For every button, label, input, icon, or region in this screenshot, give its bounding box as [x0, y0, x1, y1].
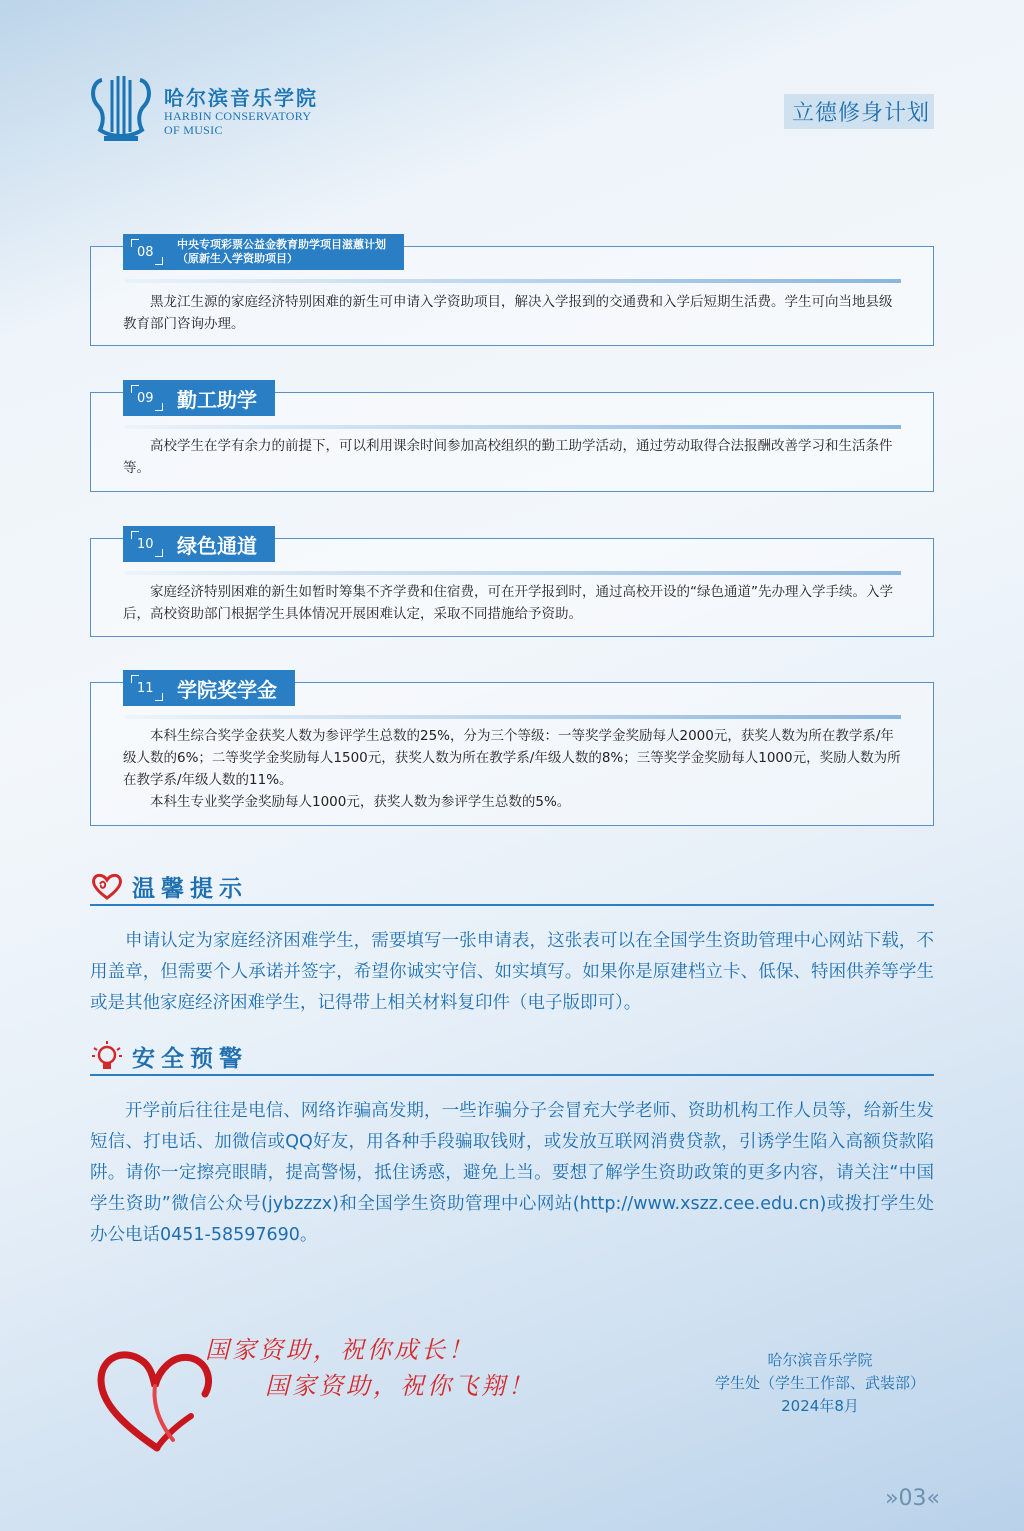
school-name-en — [164, 109, 311, 137]
item-11 — [90, 677, 934, 826]
signoff-dept: 学生处（学生工作部、武装部） — [714, 1374, 925, 1392]
warning-paragraph — [90, 1096, 934, 1251]
item-number-box — [129, 673, 169, 703]
item-tab — [123, 526, 275, 562]
item-body — [123, 581, 901, 625]
signoff-date: 2024年8月 — [781, 1397, 859, 1415]
item-title: 绿色通道 — [177, 533, 257, 558]
slogan-block — [95, 1330, 575, 1460]
series-title: 立德修身计划 — [784, 94, 934, 129]
item-09 — [90, 387, 934, 492]
item-paragraph: 本科生综合奖学金获奖人数为参评学生总数的25%，分为三个等级：一等奖学金奖励每人2000元，获奖人数为所在教学系/年级人数的6%；二等奖学金奖励每人1500元，获奖人数为所在教学系/年级人数的8%；三等奖学金奖励每人1000元，奖励人数为所在教学系/年级人数的11%。 — [123, 728, 901, 788]
lyre-logo-icon — [90, 72, 152, 144]
item-title-line2: （原新生入学资助项目） — [177, 252, 298, 265]
page-number: »03« — [885, 1486, 940, 1511]
school-name-en-line1: HARBIN CONSERVATORY — [164, 109, 312, 123]
item-tab — [123, 380, 275, 416]
item-number: 10 — [137, 537, 154, 552]
warning-text: 开学前后往往是电信、网络诈骗高发期，一些诈骗分子会冒充大学老师、资助机构工作人员等，给新生发短信、打电话、加微信或QQ好友，用各种手段骗取钱财，或发放互联网消费贷款，引诱学生陷入高额贷款陷阱。请你一定擦亮眼睛，提高警惕，抵住诱惑，避免上当。要想了解学生资助政策的更多内容，请关注“中国学生资助”微信公众号(jybzzzx)和全国学生资助管理中心网站(http://www.xszz.cee.edu.cn)或拨打学生处办公电话0451-58597690。 — [90, 1101, 934, 1245]
item-title: 学院奖学金 — [177, 677, 277, 702]
divider — [125, 279, 901, 283]
item-body — [123, 291, 901, 335]
heart-swirl-icon — [90, 870, 124, 902]
item-title: 勤工助学 — [177, 387, 257, 412]
item-paragraph: 高校学生在学有余力的前提下，可以利用课余时间参加高校组织的勤工助学活动，通过劳动取得合法报酬改善学习和生活条件等。 — [123, 438, 893, 476]
tips-paragraph — [90, 926, 934, 1019]
lightbulb-icon — [90, 1040, 124, 1072]
signoff — [690, 1349, 950, 1418]
item-number-box — [129, 383, 169, 413]
tips-heading — [90, 866, 934, 906]
tips-title: 温馨提示 — [132, 876, 248, 902]
tips-text: 申请认定为家庭经济困难学生，需要填写一张申请表，这张表可以在全国学生资助管理中心网站下载，不用盖章，但需要个人承诺并签字，希望你诚实守信、如实填写。如果你是原建档立卡、低保、特困供养等学生或是其他家庭经济困难学生，记得带上相关材料复印件（电子版即可）。 — [90, 931, 934, 1013]
warning-title: 安全预警 — [132, 1046, 248, 1072]
school-name-cn: 哈尔滨音乐学院 — [164, 86, 318, 110]
item-title-line1: 中央专项彩票公益金教育助学项目滋蕙计划 — [177, 238, 386, 251]
item-paragraph: 黑龙江生源的家庭经济特别困难的新生可申请入学资助项目，解决入学报到的交通费和入学后短期生活费。学生可向当地县级教育部门咨询办理。 — [123, 294, 893, 332]
signoff-org: 哈尔滨音乐学院 — [767, 1351, 873, 1369]
divider — [125, 571, 901, 575]
item-number: 11 — [137, 681, 154, 696]
item-title — [177, 238, 386, 266]
item-08 — [90, 238, 934, 346]
item-number-box — [129, 529, 169, 559]
item-tab — [123, 670, 295, 706]
item-paragraph: 本科生专业奖学金奖励每人1000元，获奖人数为参评学生总数的5%。 — [150, 794, 571, 810]
divider — [125, 425, 901, 429]
warning-heading — [90, 1036, 934, 1076]
item-number: 08 — [137, 245, 154, 260]
divider — [125, 715, 901, 719]
item-number-box — [129, 237, 169, 267]
school-name-en-line2: OF MUSIC — [164, 123, 223, 137]
item-paragraph: 家庭经济特别困难的新生如暂时筹集不齐学费和住宿费，可在开学报到时，通过高校开设的“绿色通道”先办理入学手续。入学后，高校资助部门根据学生具体情况开展困难认定，采取不同措施给予资助。 — [123, 584, 893, 622]
slogan-line-2: 国家资助，祝你飞翔！ — [265, 1372, 535, 1400]
item-tab — [123, 234, 404, 270]
item-number: 09 — [137, 391, 154, 406]
school-logo — [90, 72, 350, 150]
item-body — [123, 725, 901, 813]
item-10 — [90, 533, 934, 637]
item-body — [123, 435, 901, 479]
slogan-line-1: 国家资助，祝你成长！ — [205, 1336, 475, 1364]
